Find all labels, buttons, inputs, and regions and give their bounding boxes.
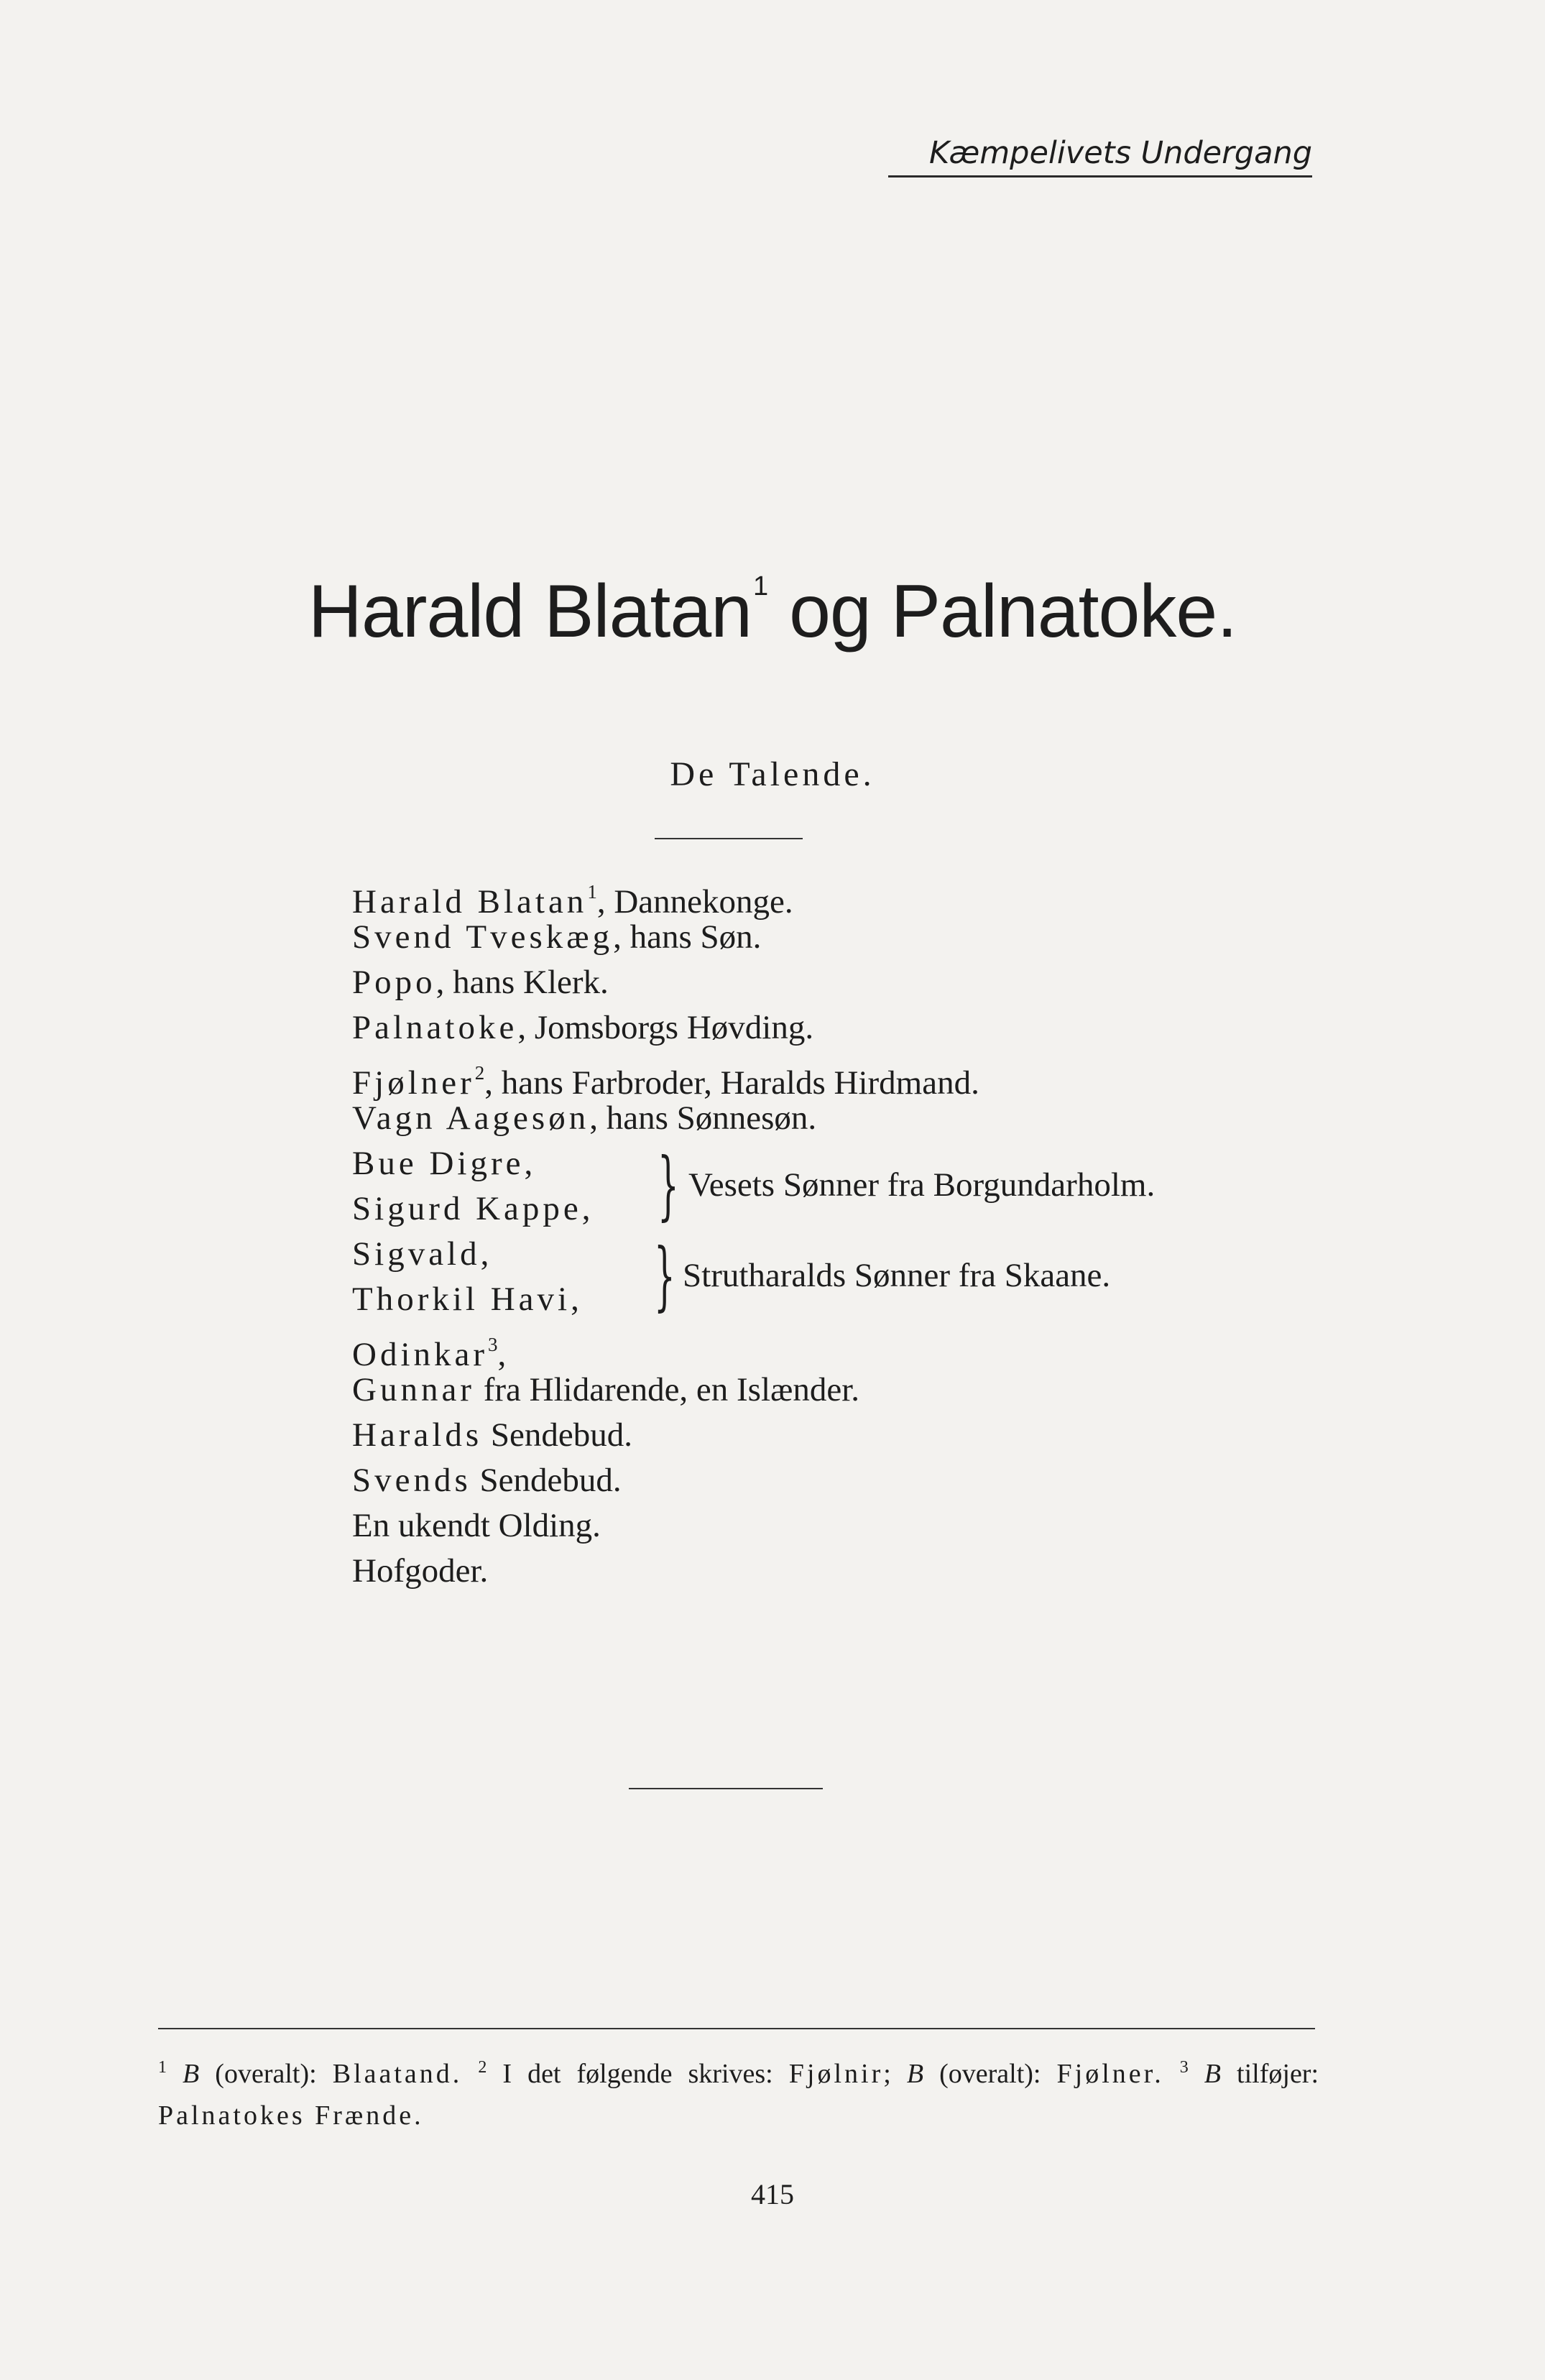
footnote-text: I det følgende skrives: <box>486 2059 789 2089</box>
cast-name: Harald Blatan <box>352 883 588 921</box>
cast-role: , Dannekonge. <box>596 883 793 921</box>
dramatis-personae-heading: De Talende. <box>670 755 875 793</box>
cast-name: Odinkar <box>352 1336 489 1373</box>
cast-role: , <box>497 1336 507 1373</box>
cast-entry <box>352 1096 979 1141</box>
cast-entry <box>352 1503 979 1549</box>
cast-entry <box>352 1413 979 1458</box>
footnote-number: 1 <box>158 2058 167 2077</box>
footnote-reading: Palnatokes Frænde. <box>158 2100 424 2131</box>
page-number: 415 <box>751 2178 794 2210</box>
footnote-text: (overalt): <box>199 2059 333 2089</box>
footnote-mark: 3 <box>488 1334 498 1355</box>
cast-role: Sendebud. <box>482 1416 633 1454</box>
title-text: Harald Blatan <box>308 570 752 653</box>
cast-name: Haralds <box>352 1416 483 1454</box>
cast-role: , Jomsborgs Høvding. <box>517 1009 814 1046</box>
cast-name: Vagn Aagesøn <box>352 1099 590 1137</box>
cast-entry <box>352 1322 979 1373</box>
cast-name: Popo <box>352 964 436 1001</box>
cast-name: Sigurd Kappe, <box>352 1190 594 1227</box>
footnote-text: tilføjer: <box>1221 2059 1319 2089</box>
cast-role: , hans Klerk. <box>435 964 609 1001</box>
cast-name: Svends <box>352 1462 471 1499</box>
footnote-siglum: B <box>906 2059 924 2089</box>
cast-name: Gunnar <box>352 1371 475 1408</box>
cast-group-vesets-sons <box>352 1141 1156 1232</box>
group-names <box>352 1232 583 1322</box>
cast-entry <box>352 870 979 921</box>
footnote-text: (overalt): <box>923 2059 1057 2089</box>
cast-role: , hans Sønnesøn. <box>589 1099 817 1137</box>
cast-name: Bue Digre, <box>352 1145 537 1182</box>
cast-role: fra Hlidarende, en Islænder. <box>474 1371 860 1408</box>
group-description: Strutharalds Sønner fra Skaane. <box>683 1257 1111 1294</box>
play-title <box>0 569 1545 655</box>
cast-name: Svend Tveskæg <box>352 918 614 956</box>
footnote-mark: 1 <box>587 881 597 903</box>
group-description: Vesets Sønner fra Borgundarholm. <box>688 1166 1156 1204</box>
cast-entry <box>352 960 979 1005</box>
group-names <box>352 1141 594 1232</box>
footnote-reading: Fjølner. <box>1056 2059 1164 2089</box>
cast-entry <box>352 1458 979 1503</box>
footnote-siglum: B <box>1204 2059 1222 2089</box>
footnote-number: 2 <box>478 2058 487 2077</box>
footnote-reading: Fjølnir <box>788 2059 884 2089</box>
footnote-text: ; <box>883 2059 907 2089</box>
cast-name: Fjølner <box>352 1064 475 1102</box>
divider-short <box>655 838 803 839</box>
cast-name: Sigvald, <box>352 1235 493 1273</box>
title-footnote-mark: 1 <box>753 571 768 601</box>
curly-brace-icon: } <box>654 1232 675 1319</box>
curly-brace-icon: } <box>658 1141 679 1229</box>
cast-entry <box>352 915 979 960</box>
cast-name: Palnatoke <box>352 1009 518 1046</box>
cast-entry <box>352 1005 979 1051</box>
cast-entry <box>352 1051 979 1102</box>
divider-middle <box>629 1788 823 1789</box>
cast-role: Hofgoder. <box>352 1552 489 1590</box>
title-text-rest: og Palnatoke. <box>769 570 1237 653</box>
footnote-number: 3 <box>1179 2058 1189 2077</box>
cast-role: En ukendt Olding. <box>352 1507 601 1544</box>
cast-role: , hans Farbroder, Haralds Hirdmand. <box>484 1064 979 1102</box>
footnote-reading: Blaatand. <box>332 2059 463 2089</box>
footnote-mark: 2 <box>474 1062 485 1084</box>
cast-role: Sendebud. <box>471 1462 622 1499</box>
cast-list <box>352 870 1156 1594</box>
running-head: Kæmpelivets Undergang <box>888 135 1312 177</box>
footnotes <box>158 2047 1319 2136</box>
footnote-rule <box>158 2028 1315 2029</box>
cast-role: , hans Søn. <box>613 918 762 956</box>
cast-name: Thorkil Havi, <box>352 1281 583 1318</box>
cast-entry <box>352 1367 979 1413</box>
footnote-siglum: B <box>183 2059 200 2089</box>
cast-group-strutharalds-sons <box>352 1232 1111 1322</box>
cast-entry <box>352 1549 979 1594</box>
